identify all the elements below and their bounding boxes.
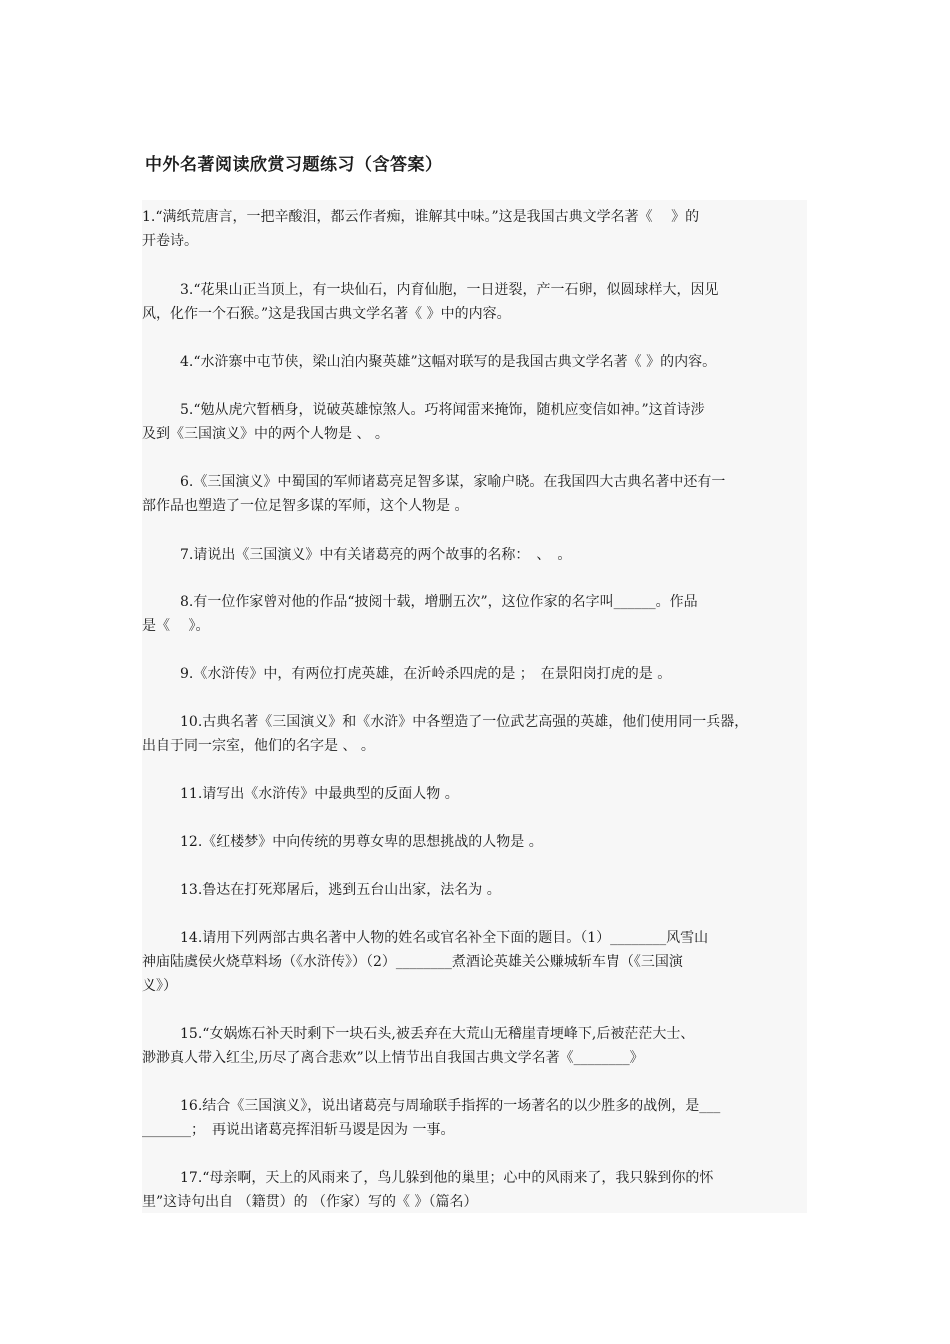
question-1 [142,205,807,253]
question-5-cont [142,422,807,446]
question-line: 14.请用下列两部古典名著中人物的姓名或官名补全下面的题目。（1）________风雪山 [180,930,709,946]
question-6 [142,470,845,494]
question-line: 神庙陆虞侯火烧草料场（《水浒传》）（2）________煮酒论英雄关公赚城斩车胄（《三国演 [142,954,683,970]
question-16-cont [142,1118,807,1142]
question-line: 渺渺真人带入红尘,历尽了离合悲欢”以上情节出自我国古典文学名著《________》 [142,1050,644,1066]
question-line: 1.“满纸荒唐言，一把辛酸泪，都云作者痴，谁解其中味。”这是我国古典文学名著《 》的 [142,209,700,225]
question-list [142,200,807,1213]
question-line: 13.鲁达在打死郑屠后，逃到五台山出家，法名为 。 [180,882,501,898]
question-line: 9.《水浒传》中，有两位打虎英雄，在沂岭杀四虎的是 ； 在景阳岗打虎的是 。 [180,666,672,682]
question-17 [142,1166,845,1190]
document-title: 中外名著阅读欣赏习题练习（含答案） [145,155,443,175]
question-line: 17.“母亲啊，天上的风雨来了，鸟儿躲到他的巢里；心中的风雨来了，我只躲到你的怀 [180,1170,714,1186]
question-line: 义》） [142,978,177,994]
question-line: 是《 》。 [142,618,210,634]
question-line: 3.“花果山正当顶上，有一块仙石，内育仙胞，一日迸裂，产一石卵，似圆球样大，因见 [180,282,719,298]
question-12 [142,830,845,854]
question-17-cont [142,1190,807,1214]
question-5 [142,398,845,422]
question-6-cont [142,494,807,518]
question-line: 10.古典名著《三国演义》和《水浒》中各塑造了一位武艺高强的英雄，他们使用同一兵器， [180,714,749,730]
question-7 [142,543,845,567]
question-16 [142,1094,845,1118]
question-line: 7.请说出《三国演义》中有关诸葛亮的两个故事的名称： 、 。 [180,547,572,563]
question-line: _______； 再说出诸葛亮挥泪斩马谡是因为 一事。 [142,1122,455,1138]
question-line: 里”这诗句出自 （籍贯）的 （作家）写的《 》（篇名） [142,1194,478,1210]
question-line: 12.《红楼梦》中向传统的男尊女卑的思想挑战的人物是 。 [180,834,543,850]
question-10 [142,710,845,734]
question-line: 4.“水浒寨中屯节侠，梁山泊内聚英雄”这幅对联写的是我国古典文学名著《 》的内容。 [180,354,717,370]
question-9 [142,662,845,686]
question-line: 16.结合《三国演义》，说出诸葛亮与周瑜联手指挥的一场著名的以少胜多的战例，是___ [180,1098,721,1114]
question-4 [142,350,845,374]
question-8 [142,590,845,614]
question-line: 15.“女娲炼石补天时剩下一块石头,被丢弃在大荒山无稽崖青埂峰下,后被茫茫大士、 [180,1026,695,1042]
question-line: 部作品也塑造了一位足智多谋的军师，这个人物是 。 [142,498,469,514]
question-11 [142,782,845,806]
question-line: 5.“勉从虎穴暂栖身，说破英雄惊煞人。巧将闻雷来掩饰，随机应变信如神。”这首诗涉 [180,402,705,418]
question-3-cont [142,302,807,326]
question-14 [142,926,845,950]
question-15 [142,1022,845,1046]
question-13 [142,878,845,902]
question-line: 出自于同一宗室，他们的名字是 、 。 [142,738,375,754]
question-line: 8.有一位作家曾对他的作品“披阅十载，增删五次”，这位作家的名字叫______。作品 [180,594,698,610]
question-line: 风，化作一个石猴。”这是我国古典文学名著《 》中的内容。 [142,306,511,322]
question-14-cont [142,950,807,998]
question-line: 及到《三国演义》中的两个人物是 、 。 [142,426,389,442]
question-line: 开卷诗。 [142,233,198,249]
question-line: 6.《三国演义》中蜀国的军师诸葛亮足智多谋，家喻户晓。在我国四大古典名著中还有一 [180,474,726,490]
question-15-cont [142,1046,807,1070]
question-10-cont [142,734,807,758]
question-8-cont [142,614,807,638]
question-line: 11.请写出《水浒传》中最典型的反面人物 。 [180,786,459,802]
question-3 [142,278,845,302]
